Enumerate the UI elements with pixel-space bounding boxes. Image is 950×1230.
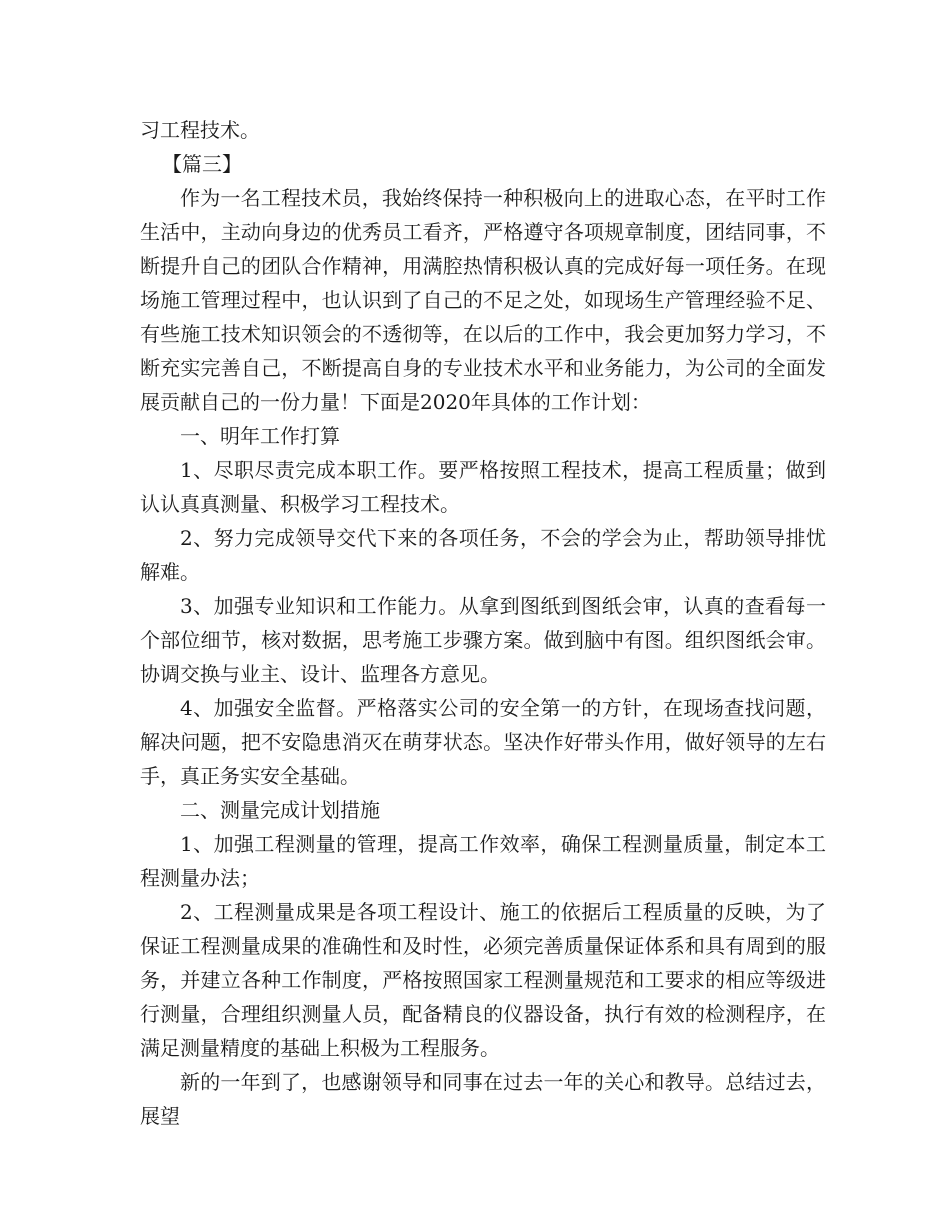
list-item-measure-2: 2、工程测量成果是各项工程设计、施工的依据后工程质量的反映，为了保证工程测量成果的准确性和及时性，必须完善质量保证体系和具有周到的服务，并建立各种工作制度，严格按照国家工程测量规范和工要求的相应等级进行测量，合理组织测量人员，配备精良的仪器设备，执行有效的检测程序，在满足测量精度的基础上积极为工程服务。 (140, 900, 826, 1060)
paragraph-closing: 新的一年到了，也感谢领导和同事在过去一年的关心和教导。总结过去，展望 (140, 1070, 826, 1128)
paragraph-continuation: 习工程技术。 (140, 118, 260, 142)
list-item-measure-1: 1、加强工程测量的管理，提高工作效率，确保工程测量质量，制定本工程测量办法； (140, 832, 826, 890)
section-heading-part-three: 【篇三】 (162, 152, 242, 176)
subheading-next-year-plan: 一、明年工作打算 (180, 424, 340, 448)
document-body (140, 113, 826, 1133)
list-item-plan-2: 2、努力完成领导交代下来的各项任务，不会的学会为止，帮助领导排忧解难。 (140, 526, 826, 584)
list-item-plan-3: 3、加强专业知识和工作能力。从拿到图纸到图纸会审，认真的查看每一个部位细节，核对数据，思考施工步骤方案。做到脑中有图。组织图纸会审。协调交换与业主、设计、监理各方意见。 (140, 594, 826, 686)
list-item-plan-4: 4、加强安全监督。严格落实公司的安全第一的方针，在现场查找问题，解决问题，把不安隐患消灭在萌芽状态。坚决作好带头作用，做好领导的左右手，真正务实安全基础。 (140, 696, 826, 788)
subheading-measurement-measures: 二、测量完成计划措施 (180, 798, 380, 822)
list-item-plan-1: 1、尽职尽责完成本职工作。要严格按照工程技术，提高工程质量；做到认认真真测量、积极学习工程技术。 (140, 458, 826, 516)
paragraph-introduction: 作为一名工程技术员，我始终保持一种积极向上的进取心态，在平时工作生活中，主动向身边的优秀员工看齐，严格遵守各项规章制度，团结同事，不断提升自己的团队合作精神，用满腔热情积极认真的完成好每一项任务。在现场施工管理过程中，也认识到了自己的不足之处，如现场生产管理经验不足、有些施工技术知识领会的不透彻等，在以后的工作中，我会更加努力学习，不断充实完善自己，不断提高自身的专业技术水平和业务能力，为公司的全面发展贡献自己的一份力量！下面是2020年具体的工作计划： (140, 186, 826, 414)
